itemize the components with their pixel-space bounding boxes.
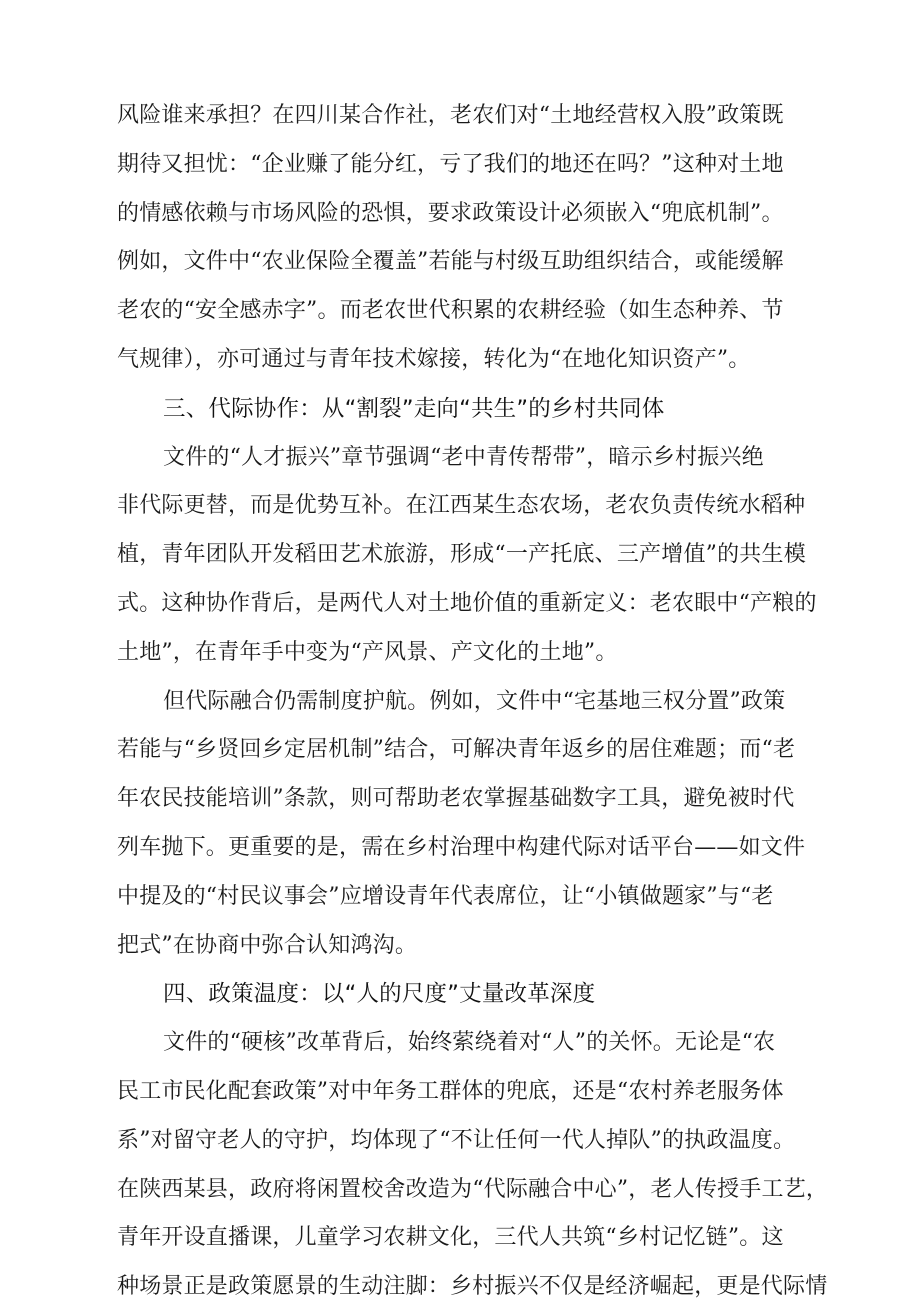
paragraph-line: 青年开设直播课，儿童学习农耕文化，三代人共筑“乡村记忆链”。这 xyxy=(117,1225,784,1251)
paragraph-line: 中提及的“村民议事会”应增设青年代表席位，让“小镇做题家”与“老 xyxy=(117,883,774,909)
paragraph-line: 式。这种协作背后，是两代人对土地价值的重新定义：老农眼中“产粮的 xyxy=(117,590,817,616)
paragraph-line: 非代际更替，而是优势互补。在江西某生态农场，老农负责传统水稻种 xyxy=(117,493,806,519)
paragraph-line: 年农民技能培训”条款，则可帮助老农掌握基础数字工具，避免被时代 xyxy=(117,786,795,812)
paragraph-line: 气规律），亦可通过与青年技术嫁接，转化为“在地化知识资产”。 xyxy=(117,346,751,372)
paragraph-line: 例如，文件中“农业保险全覆盖”若能与村级互助组织结合，或能缓解 xyxy=(117,249,784,275)
paragraph-line: 土地”，在青年手中变为“产风景、产文化的土地”。 xyxy=(117,639,618,665)
paragraph-line: 若能与“乡贤回乡定居机制”结合，可解决青年返乡的居住难题；而“老 xyxy=(117,737,796,763)
paragraph-line: 但代际融合仍需制度护航。例如，文件中“宅基地三权分置”政策 xyxy=(163,688,786,714)
paragraph-line: 列车抛下。更重要的是，需在乡村治理中构建代际对话平台——如文件 xyxy=(117,834,806,860)
paragraph-line: 风险谁来承担？在四川某合作社，老农们对“土地经营权入股”政策既 xyxy=(117,103,784,128)
paragraph-line: 系”对留守老人的守护，均体现了“不让任何一代人掉队”的执政温度。 xyxy=(117,1127,796,1153)
section-heading-4: 四、政策温度：以“人的尺度”丈量改革深度 xyxy=(163,981,596,1008)
document-body xyxy=(117,92,847,1312)
paragraph-line: 的情感依赖与市场风险的恐惧，要求政策设计必须嵌入“兜底机制”。 xyxy=(117,200,784,226)
paragraph-line: 植，青年团队开发稻田艺术旅游，形成“一产托底、三产增值”的共生模 xyxy=(117,542,806,568)
paragraph-line: 文件的“硬核”改革背后，始终萦绕着对“人”的关怀。无论是“农 xyxy=(163,1030,776,1056)
paragraph-line: 文件的“人才振兴”章节强调“老中青传帮带”，暗示乡村振兴绝 xyxy=(163,444,764,470)
paragraph-line: 民工市民化配套政策”对中年务工群体的兜底，还是“农村养老服务体 xyxy=(117,1078,784,1104)
paragraph-line: 种场景正是政策愿景的生动注脚：乡村振兴不仅是经济崛起，更是代际情 xyxy=(117,1274,828,1300)
paragraph-line: 把式”在协商中弥合认知鸿沟。 xyxy=(117,932,418,958)
paragraph-line: 期待又担忧：“企业赚了能分红，亏了我们的地还在吗？”这种对土地 xyxy=(117,151,784,177)
section-heading-3: 三、代际协作：从“割裂”走向“共生”的乡村共同体 xyxy=(163,395,665,422)
paragraph-line: 在陕西某县，政府将闲置校舍改造为“代际融合中心”，老人传授手工艺， xyxy=(117,1176,829,1202)
paragraph-line: 老农的“安全感赤字”。而老农世代积累的农耕经验（如生态种养、节 xyxy=(117,298,784,324)
